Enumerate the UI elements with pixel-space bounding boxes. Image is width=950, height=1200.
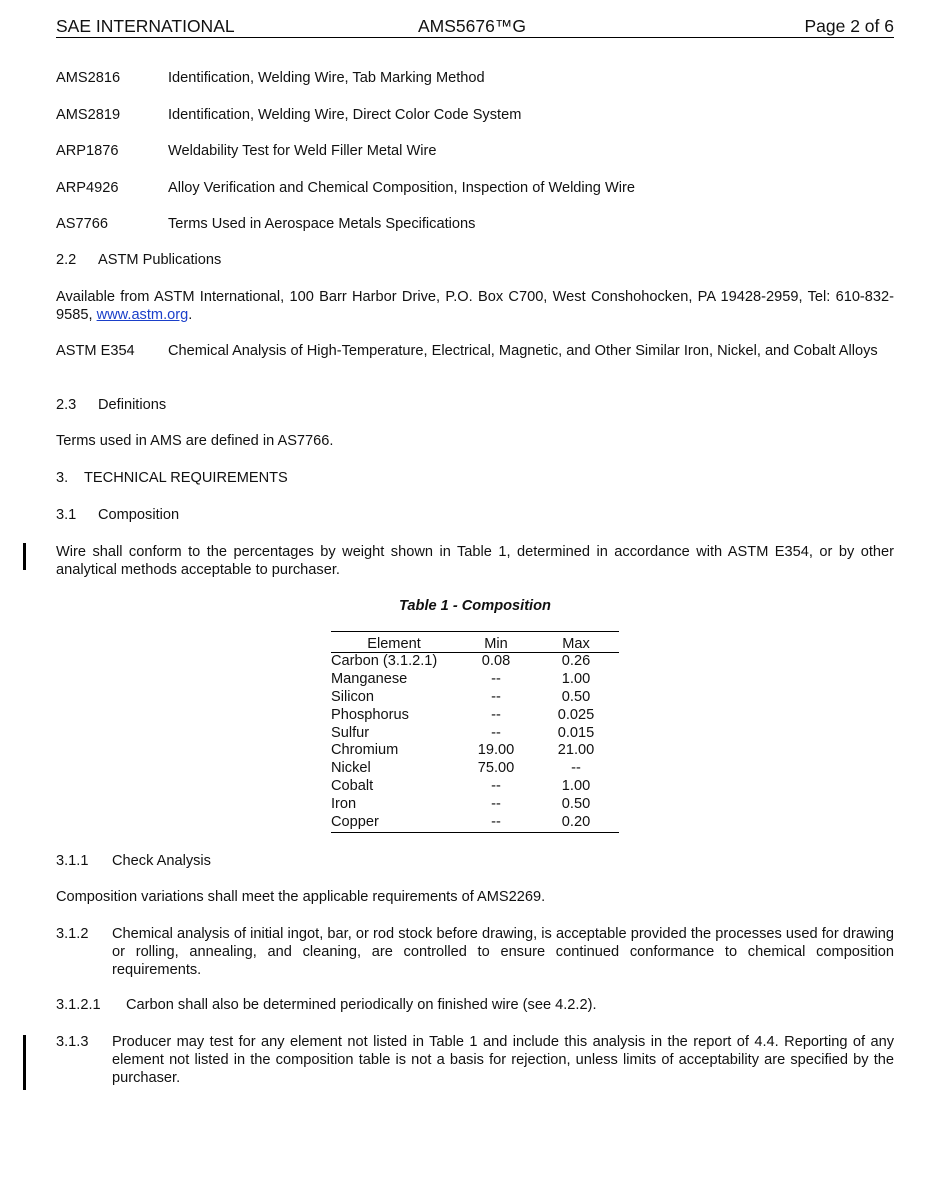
element-cell: Chromium [331, 742, 399, 759]
max-cell: 0.50 [561, 688, 591, 705]
composition-paragraph: Wire shall conform to the percentages by weight shown in Table 1, determined in accordance with ASTM E354, or by other analytical methods acceptable to purchaser. [56, 544, 894, 578]
table-row [331, 671, 619, 689]
reference-code: ARP4926 [56, 180, 119, 196]
element-cell: Cobalt [331, 778, 374, 795]
astm-availability-paragraph [56, 288, 894, 324]
max-cell: 0.20 [561, 814, 591, 831]
reference-title: Terms Used in Aerospace Metals Specifications [168, 216, 476, 232]
section-number: 3.1.2.1 [56, 997, 101, 1013]
header-document-number: AMS5676™G [418, 16, 526, 36]
reference-code: ASTM E354 [56, 343, 135, 359]
section-title: TECHNICAL REQUIREMENTS [84, 470, 288, 486]
section-number: 3.1.3 [56, 1034, 89, 1050]
min-cell: 19.00 [477, 742, 515, 759]
section-title: ASTM Publications [98, 252, 222, 268]
section-number: 3.1.2 [56, 926, 89, 942]
header-organization: SAE INTERNATIONAL [56, 16, 235, 36]
availability-suffix: . [188, 307, 193, 323]
min-cell: -- [491, 796, 501, 813]
column-header-element: Element [367, 636, 421, 652]
max-cell: 0.26 [561, 653, 591, 669]
section-number: 3.1 [56, 507, 77, 523]
section-number: 2.2 [56, 252, 77, 268]
section-title: Definitions [98, 397, 167, 413]
composition-table [331, 631, 619, 833]
table-row [331, 653, 619, 671]
reference-title: Weldability Test for Weld Filler Metal Wire [168, 143, 437, 159]
max-cell: 0.025 [557, 706, 595, 723]
column-header-max: Max [562, 636, 590, 652]
table-row [331, 778, 619, 796]
max-cell: 0.50 [561, 796, 591, 813]
column-header-min: Min [484, 636, 508, 652]
element-cell: Manganese [331, 670, 408, 687]
reference-code: AS7766 [56, 216, 108, 232]
section-number: 3.1.1 [56, 853, 89, 869]
section-number: 2.3 [56, 397, 77, 413]
revision-change-bar [23, 1035, 26, 1090]
min-cell: -- [491, 706, 501, 723]
reference-code: AMS2816 [56, 70, 121, 86]
section-title: Composition [98, 507, 180, 523]
min-cell: 75.00 [477, 760, 515, 777]
availability-text: Available from ASTM International, 100 Barr Harbor Drive, P.O. Box C700, West Conshohocken, PA 19428-2959, Tel: 610-832-9585, [56, 289, 894, 323]
min-cell: -- [491, 814, 501, 831]
table-row [331, 689, 619, 707]
element-cell: Silicon [331, 688, 374, 705]
subsection-text: Chemical analysis of initial ingot, bar, or rod stock before drawing, is acceptable provided the processes used for drawing or rolling, annealing, and cleaning, are controlled to ensure continued conformance to chemical composition requirements. [112, 926, 894, 978]
min-cell: -- [491, 778, 501, 795]
astm-website-link[interactable]: www.astm.org [96, 307, 189, 323]
table-caption: Table 1 - Composition [399, 598, 551, 614]
max-cell: 0.015 [557, 724, 595, 741]
reference-code: ARP1876 [56, 143, 119, 159]
table-row [331, 742, 619, 760]
max-cell: -- [571, 760, 581, 777]
element-cell: Phosphorus [331, 706, 409, 723]
element-cell: Nickel [331, 760, 371, 777]
reference-title: Identification, Welding Wire, Direct Color Code System [168, 107, 522, 123]
element-cell: Iron [331, 796, 357, 813]
table-row [331, 814, 619, 832]
table-row [331, 725, 619, 743]
element-cell: Carbon (3.1.2.1) [331, 653, 438, 669]
section-number: 3. [56, 470, 69, 486]
page-header [56, 15, 894, 38]
min-cell: -- [491, 688, 501, 705]
revision-change-bar [23, 543, 26, 570]
max-cell: 1.00 [561, 778, 591, 795]
header-page-number: Page 2 of 6 [804, 16, 894, 36]
min-cell: -- [491, 724, 501, 741]
section-title: Check Analysis [112, 853, 211, 869]
min-cell: 0.08 [481, 653, 511, 669]
table-header-row [331, 632, 619, 653]
reference-title: Identification, Welding Wire, Tab Marking Method [168, 70, 485, 86]
reference-title: Chemical Analysis of High-Temperature, Electrical, Magnetic, and Other Similar Iron, Nickel, and Cobalt Alloys [168, 343, 878, 359]
definitions-paragraph: Terms used in AMS are defined in AS7766. [56, 433, 334, 449]
table-row [331, 707, 619, 725]
max-cell: 1.00 [561, 670, 591, 687]
table-row [331, 760, 619, 778]
subsection-text: Carbon shall also be determined periodically on finished wire (see 4.2.2). [126, 997, 597, 1013]
reference-title: Alloy Verification and Chemical Composition, Inspection of Welding Wire [168, 180, 635, 196]
reference-code: AMS2819 [56, 107, 121, 123]
check-analysis-paragraph: Composition variations shall meet the applicable requirements of AMS2269. [56, 889, 546, 905]
min-cell: -- [491, 670, 501, 687]
element-cell: Sulfur [331, 724, 370, 741]
table-row [331, 796, 619, 814]
subsection-text: Producer may test for any element not listed in Table 1 and include this analysis in the report of 4.4. Reporting of any element not listed in the composition table is not a basis for rejection, unless limits of acceptability are specified by the purchaser. [112, 1034, 894, 1086]
max-cell: 21.00 [557, 742, 595, 759]
element-cell: Copper [331, 814, 379, 831]
